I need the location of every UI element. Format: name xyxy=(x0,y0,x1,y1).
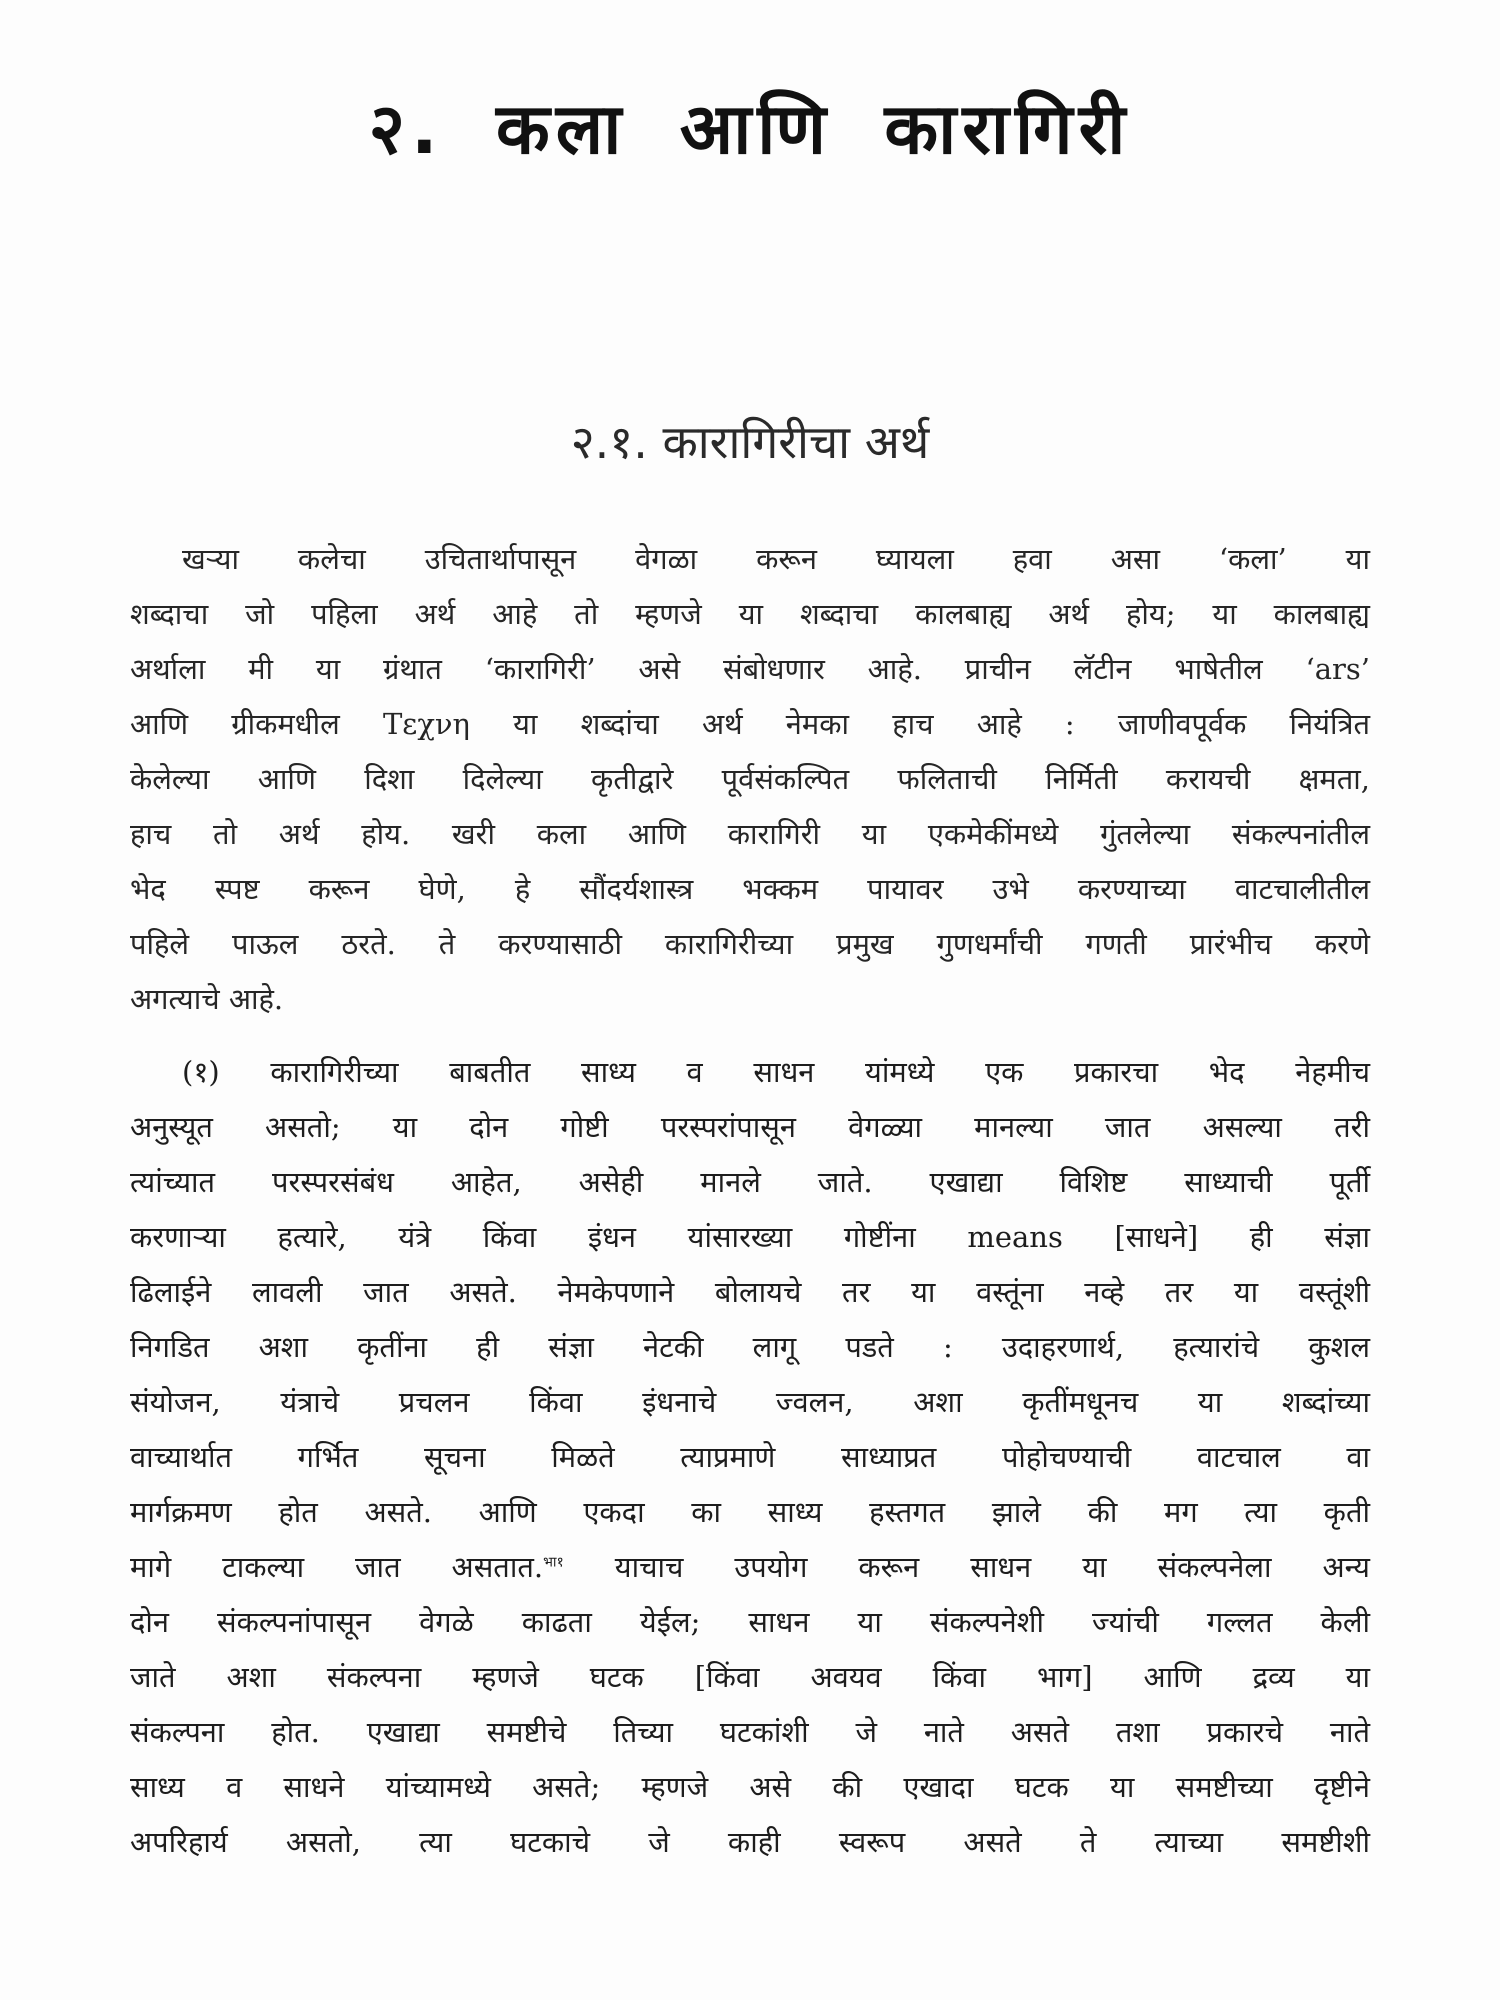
paragraph-2-line: अपरिहार्य असतो, त्या घटकाचे जे काही स्वरूप असते ते त्याच्या समष्टीशी xyxy=(130,1825,1370,1859)
paragraph-1-line: शब्दाचा जो पहिला अर्थ आहे तो म्हणजे या शब्दाचा कालबाह्य अर्थ होय; या कालबाह्य xyxy=(130,597,1370,631)
paragraph-1 xyxy=(130,532,1370,1027)
paragraph-2-line: निगडित अशा कृतींना ही संज्ञा नेटकी लागू पडते : उदाहरणार्थ, हत्यारांचे कुशल xyxy=(130,1330,1370,1364)
paragraph-2-line: जाते अशा संकल्पना म्हणजे घटक [किंवा अवयव किंवा भाग] आणि द्रव्य या xyxy=(130,1660,1370,1694)
paragraph-2-line: अनुस्यूत असतो; या दोन गोष्टी परस्परांपासून वेगळ्या मानल्या जात असल्या तरी xyxy=(130,1110,1370,1144)
paragraph-1-line: भेद स्पष्ट करून घेणे, हे सौंदर्यशास्त्र भक्कम पायावर उभे करण्याच्या वाटचालीतील xyxy=(130,872,1370,906)
footnote-marker[interactable]: भा१ xyxy=(543,1554,564,1571)
paragraph-2-line: मार्गक्रमण होत असते. आणि एकदा का साध्य हस्तगत झाले की मग त्या कृती xyxy=(130,1495,1370,1529)
paragraph-2 xyxy=(130,1045,1370,1870)
paragraph-2-line: दोन संकल्पनांपासून वेगळे काढता येईल; साधन या संकल्पनेशी ज्यांची गल्लत केली xyxy=(130,1605,1370,1639)
paragraph-2-line: त्यांच्यात परस्परसंबंध आहेत, असेही मानले जाते. एखाद्या विशिष्ट साध्याची पूर्ती xyxy=(130,1165,1370,1199)
paragraph-1-line: हाच तो अर्थ होय. खरी कला आणि कारागिरी या एकमेकींमध्ये गुंतलेल्या संकल्पनांतील xyxy=(130,817,1370,851)
section-title: २.१. कारागिरीचा अर्थ xyxy=(570,415,930,469)
paragraph-2-line: ढिलाईने लावली जात असते. नेमकेपणाने बोलायचे तर या वस्तूंना नव्हे तर या वस्तूंशी xyxy=(130,1275,1370,1309)
paragraph-1-line: अर्थाला मी या ग्रंथात ‘कारागिरी’ असे संबोधणार आहे. प्राचीन लॅटीन भाषेतील ‘ars’ xyxy=(130,652,1370,686)
chapter-title: २. कला आणि कारागिरी xyxy=(368,88,1132,170)
paragraph-2-line: मागे टाकल्या जात असतात.$^{भा१}$ याचाच उपयोग करून साधन या संकल्पनेला अन्य xyxy=(130,1550,1370,1584)
paragraph-2-line: (१) कारागिरीच्या बाबतीत साध्य व साधन यांमध्ये एक प्रकारचा भेद नेहमीच xyxy=(182,1055,1370,1089)
paragraph-1-line: खऱ्या कलेचा उचितार्थापासून वेगळा करून घ्यायला हवा असा ‘कला’ या xyxy=(182,542,1370,576)
paragraph-2-line: संयोजन, यंत्राचे प्रचलन किंवा इंधनाचे ज्वलन, अशा कृतींमधूनच या शब्दांच्या xyxy=(130,1385,1370,1419)
paragraph-2-line: संकल्पना होत. एखाद्या समष्टीचे तिच्या घटकांशी जे नाते असते तशा प्रकारचे नाते xyxy=(130,1715,1370,1749)
paragraph-1-line: आणि ग्रीकमधील Τεχνη या शब्दांचा अर्थ नेमका हाच आहे : जाणीवपूर्वक नियंत्रित xyxy=(130,707,1370,741)
paragraph-2-line: वाच्यार्थात गर्भित सूचना मिळते त्याप्रमाणे साध्याप्रत पोहोचण्याची वाटचाल वा xyxy=(130,1440,1370,1474)
paragraph-2-line: साध्य व साधने यांच्यामध्ये असते; म्हणजे असे की एखादा घटक या समष्टीच्या दृष्टीने xyxy=(130,1770,1370,1804)
paragraph-1-line: पहिले पाऊल ठरते. ते करण्यासाठी कारागिरीच्या प्रमुख गुणधर्मांची गणती प्रारंभीच करणे xyxy=(130,927,1370,961)
paragraph-2-line: करणाऱ्या हत्यारे, यंत्रे किंवा इंधन यांसारख्या गोष्टींना means [साधने] ही संज्ञा xyxy=(130,1220,1370,1254)
paragraph-1-line: केलेल्या आणि दिशा दिलेल्या कृतीद्वारे पूर्वसंकल्पित फलिताची निर्मिती करायची क्षमता, xyxy=(130,762,1370,796)
paragraph-1-line: अगत्याचे आहे. xyxy=(130,982,284,1016)
